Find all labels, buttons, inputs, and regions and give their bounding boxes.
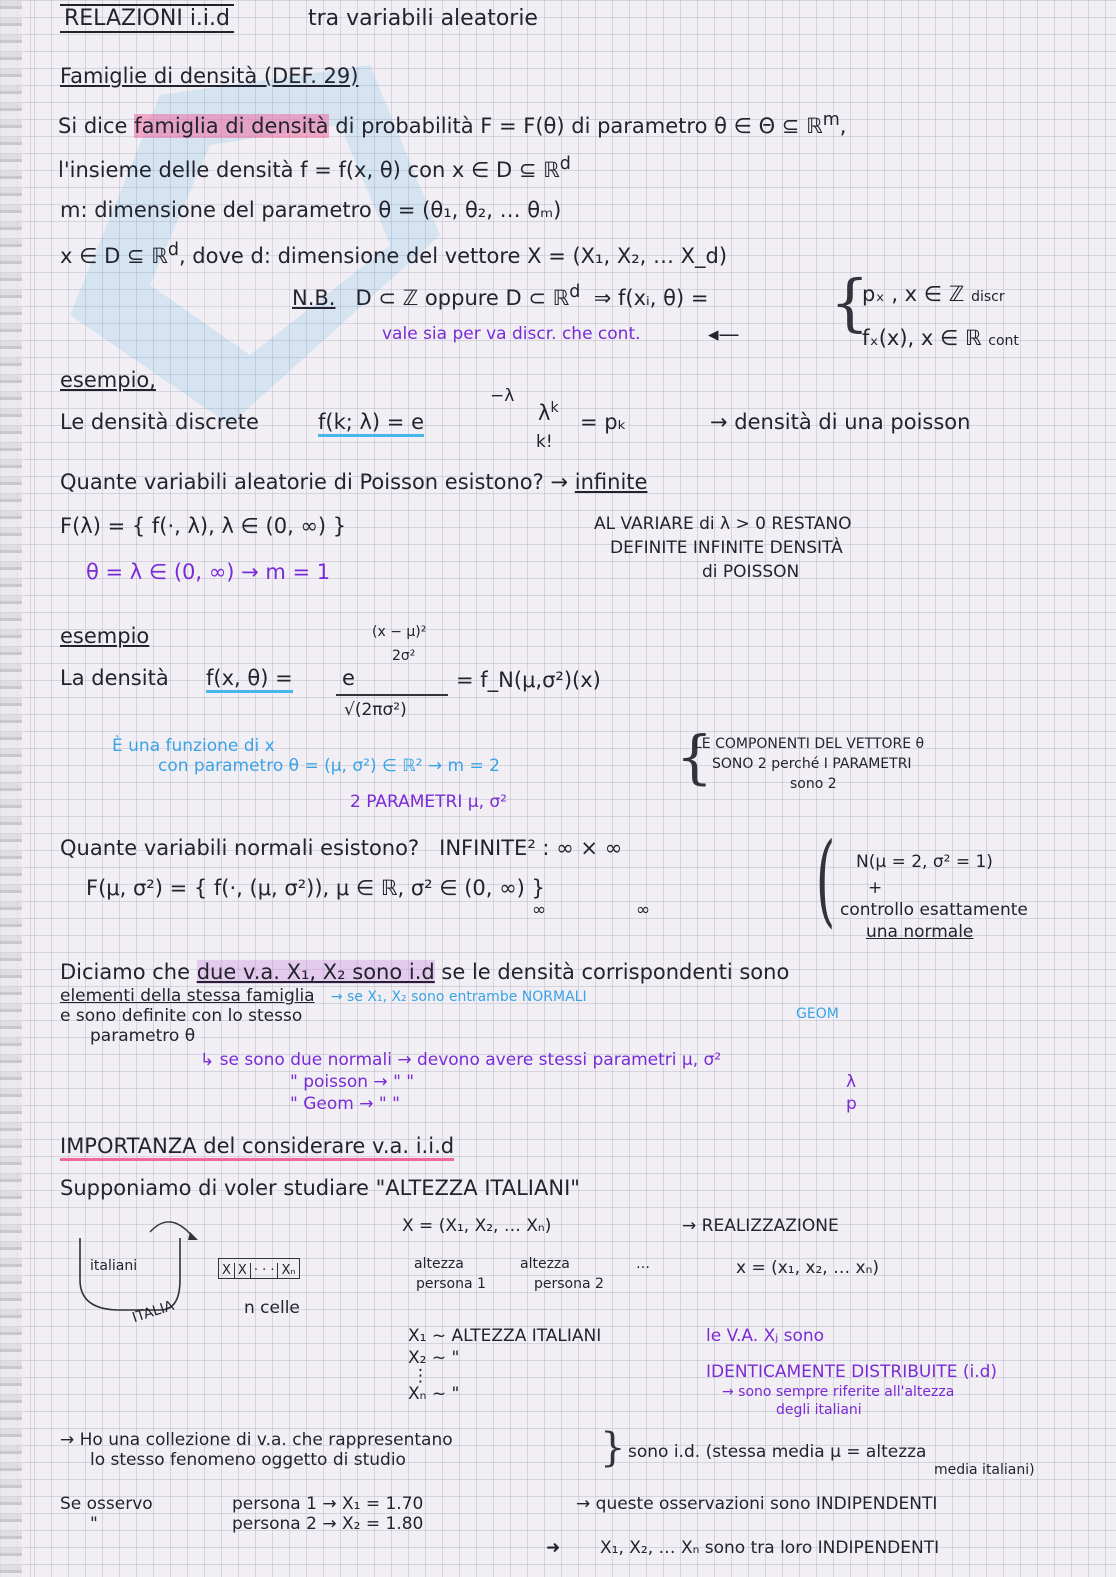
label-persona-1: persona 1 bbox=[416, 1276, 486, 1292]
final-statement: X₁, X₂, … Xₙ sono tra loro INDIPENDENTI bbox=[600, 1538, 940, 1558]
importanza-intro: Supponiamo di voler studiare "ALTEZZA ITALIANI" bbox=[60, 1176, 580, 1200]
sono-id: sono i.d. (stessa media μ = altezza bbox=[628, 1442, 927, 1462]
case-brace: { bbox=[830, 266, 870, 339]
normal-question: Quante variabili normali esistono? INFINITE² : ∞ × ∞ bbox=[60, 836, 623, 860]
page-subtitle: tra variabili aleatorie bbox=[308, 6, 538, 31]
paren-left: ( bbox=[815, 821, 836, 938]
indipendenti-note: → queste osservazioni sono INDIPENDENTI bbox=[576, 1494, 938, 1514]
normal-family: F(μ, σ²) = { f(·, (μ, σ²)), μ ∈ ℝ, σ² ∈ (0, ∞) } bbox=[86, 876, 545, 900]
observation-1: persona 1 → X₁ = 1.70 bbox=[232, 1494, 424, 1514]
label-persona-2: persona 2 bbox=[534, 1276, 604, 1292]
collection-line-1: → Ho una collezione di v.a. che rappresentano bbox=[60, 1430, 453, 1450]
poisson-family: F(λ) = { f(·, λ), λ ∈ (0, ∞) } bbox=[60, 514, 347, 538]
nb-purple-note: vale sia per va discr. che cont. bbox=[382, 324, 641, 344]
random-vector: X = (X₁, X₂, … Xₙ) bbox=[402, 1216, 552, 1236]
xn-distribution: Xₙ ~ " bbox=[408, 1384, 460, 1404]
label-altezza-1: altezza bbox=[414, 1256, 464, 1272]
poisson-fraction-num: $\lambda^k$ bbox=[538, 400, 559, 425]
poisson-fraction-den: k! bbox=[536, 432, 553, 452]
poisson-note-3: di POISSON bbox=[702, 562, 800, 582]
example-label-2: esempio bbox=[60, 624, 150, 648]
infinity-sigma: ∞ bbox=[636, 900, 651, 920]
normal-formula-lhs: f(x, θ) = bbox=[206, 666, 293, 691]
poisson-note-2: DEFINITE INFINITE DENSITÀ bbox=[610, 538, 843, 558]
notebook-spiral bbox=[0, 0, 22, 1577]
page-title: RELAZIONI i.i.d bbox=[60, 6, 234, 32]
example-label-1: esempio, bbox=[60, 368, 156, 392]
media-italiani: media italiani) bbox=[934, 1462, 1035, 1478]
iid-row-geom: " Geom → " " bbox=[290, 1094, 400, 1114]
normal-side-2: SONO 2 perché I PARAMETRI bbox=[712, 756, 912, 772]
normal-result: = f_N(μ,σ²)(x) bbox=[456, 668, 601, 692]
example1-text: Le densità discrete bbox=[60, 410, 259, 434]
infinity-mu: ∞ bbox=[532, 900, 547, 920]
poisson-formula: f(k; λ) = e bbox=[318, 410, 424, 435]
poisson-parameter: θ = λ ∈ (0, ∞) → m = 1 bbox=[86, 560, 331, 584]
realizzazione-label: → REALIZZAZIONE bbox=[682, 1216, 839, 1236]
section-heading-famiglie: Famiglie di densità (DEF. 29) bbox=[60, 64, 359, 88]
iid-row-geom-param: p bbox=[846, 1094, 857, 1114]
normal-example-4: una normale bbox=[866, 922, 974, 942]
identicamente-note: IDENTICAMENTE DISTRIBUITE (i.d) bbox=[706, 1362, 998, 1382]
iid-row-normal: ↳ se sono due normali → devono avere stessi parametri μ, σ² bbox=[200, 1050, 722, 1070]
x2-distribution: X₂ ~ " bbox=[408, 1348, 460, 1368]
poisson-pk: = pₖ bbox=[580, 410, 627, 434]
realizzazione-vector: x = (x₁, x₂, … xₙ) bbox=[736, 1258, 879, 1278]
highlight-iid: due v.a. X₁, X₂ sono i.d bbox=[196, 960, 435, 984]
normal-side-1: LE COMPONENTI DEL VETTORE θ bbox=[694, 736, 925, 752]
normal-side-3: sono 2 bbox=[790, 776, 837, 792]
example2-text: La densità bbox=[60, 666, 169, 690]
normal-blue-note-1: È una funzione di x bbox=[112, 736, 275, 756]
iid-definition-1: Diciamo che due v.a. X₁, X₂ sono i.d se le densità corrispondenti sono bbox=[60, 960, 790, 984]
cells-box: X X · · · Xₙ bbox=[218, 1258, 300, 1279]
nb-case-1: pₓ , x ∈ ℤ discr bbox=[862, 282, 1005, 306]
highlight-famiglia: famiglia di densità bbox=[134, 114, 329, 138]
collection-line-2: lo stesso fenomeno oggetto di studio bbox=[90, 1450, 406, 1470]
x1-distribution: X₁ ~ ALTEZZA ITALIANI bbox=[408, 1326, 602, 1346]
iid-geom-note: GEOM bbox=[796, 1006, 839, 1022]
iid-definition-4: parametro θ bbox=[90, 1026, 196, 1046]
normal-exp-den: 2σ² bbox=[392, 648, 416, 664]
definition-line-1: Si dice famiglia di densità di probabilità F = F(θ) di parametro θ ∈ Θ ⊆ ℝ$^m$, bbox=[58, 110, 847, 138]
poisson-result: → densità di una poisson bbox=[710, 410, 971, 434]
osservo-label: Se osservo bbox=[60, 1494, 153, 1514]
poisson-question: Quante variabili aleatorie di Poisson esistono? → infinite bbox=[60, 470, 648, 494]
identicamente-note-2: → sono sempre riferite all'altezza bbox=[722, 1384, 955, 1400]
iid-definition-3: e sono definite con lo stesso bbox=[60, 1006, 303, 1026]
iid-definition-2: elementi della stessa famiglia → se X₁, X₂ sono entrambe NORMALI bbox=[60, 986, 587, 1006]
normal-example-3: controllo esattamente bbox=[840, 900, 1028, 920]
normal-exp-num: (x − μ)² bbox=[372, 624, 427, 640]
italia-label: ITALIA bbox=[130, 1297, 176, 1327]
nb-note: N.B. D ⊂ ℤ oppure D ⊂ ℝ$^d$ ⇒ f(xᵢ, θ) = bbox=[292, 282, 709, 310]
margin-line bbox=[30, 0, 31, 1577]
italia-diagram bbox=[60, 1210, 220, 1320]
label-dots: … bbox=[636, 1256, 650, 1272]
normal-parameters: 2 PARAMETRI μ, σ² bbox=[350, 792, 508, 812]
poisson-exponent: −λ bbox=[490, 386, 515, 406]
nb-arrow: ◂— bbox=[708, 322, 740, 346]
side-brace: { bbox=[676, 723, 713, 791]
normal-blue-note-2: con parametro θ = (μ, σ²) ∈ ℝ² → m = 2 bbox=[158, 756, 500, 776]
normal-denominator: √(2πσ²) bbox=[344, 700, 407, 720]
identicamente-note-3: degli italiani bbox=[776, 1402, 862, 1418]
osservo-ditto: " bbox=[90, 1514, 98, 1534]
definition-line-4: x ∈ D ⊆ ℝ$^d$, dove d: dimensione del vettore X = (X₁, X₂, … X_d) bbox=[60, 240, 728, 268]
observation-2: persona 2 → X₂ = 1.80 bbox=[232, 1514, 424, 1534]
final-arrow: ➜ bbox=[546, 1538, 561, 1558]
section-heading-importanza: IMPORTANZA del considerare v.a. i.i.d bbox=[60, 1134, 454, 1159]
va-note: le V.A. Xⱼ sono bbox=[706, 1326, 825, 1346]
normal-e: e bbox=[342, 666, 355, 690]
italiani-label: italiani bbox=[90, 1258, 138, 1274]
normal-example-2: + bbox=[868, 878, 883, 898]
collection-brace: } bbox=[600, 1425, 626, 1471]
definition-line-2: l'insieme delle densità f = f(x, θ) con x ∈ D ⊆ ℝ$^d$ bbox=[58, 154, 571, 182]
definition-line-3: m: dimensione del parametro θ = (θ₁, θ₂, … θₘ) bbox=[60, 198, 562, 222]
nb-case-2: fₓ(x), x ∈ ℝ cont bbox=[862, 326, 1019, 350]
label-altezza-2: altezza bbox=[520, 1256, 570, 1272]
iid-row-poisson-param: λ bbox=[846, 1072, 857, 1092]
iid-row-poisson: " poisson → " " bbox=[290, 1072, 415, 1092]
fraction-bar bbox=[336, 694, 448, 696]
vertical-dots: ⋮ bbox=[412, 1366, 429, 1386]
normal-example-1: N(μ = 2, σ² = 1) bbox=[856, 852, 993, 872]
poisson-note-1: AL VARIARE di λ > 0 RESTANO bbox=[594, 514, 852, 534]
n-celle-label: n celle bbox=[244, 1298, 300, 1318]
